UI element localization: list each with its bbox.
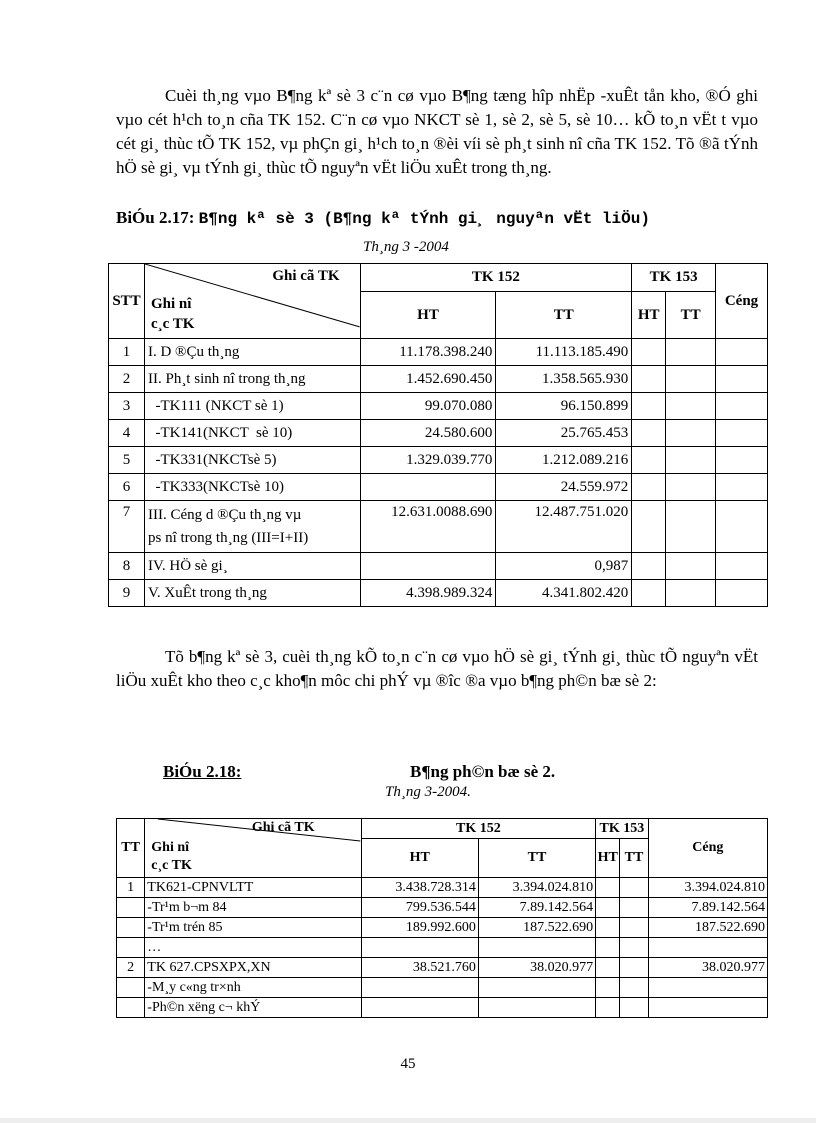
header-ghi-no-line2: c¸c TK [151, 858, 192, 873]
row-ht153 [596, 938, 620, 958]
row-ht152: 1.329.039.770 [360, 447, 496, 474]
row-stt: 2 [117, 958, 145, 978]
row-stt: 3 [109, 393, 145, 420]
header-tt153: TT [666, 292, 716, 339]
table2-subtitle: Th¸ng 3-2004. [385, 784, 471, 800]
row-ht152: 24.580.600 [360, 420, 496, 447]
row-cong [648, 938, 767, 958]
row-ht153 [596, 898, 620, 918]
table1-label: BiÓu 2.17: [116, 208, 195, 227]
row-ht152: 4.398.989.324 [360, 580, 496, 607]
row-tt153 [620, 998, 648, 1018]
row-stt [117, 998, 145, 1018]
header-ht153: HT [632, 292, 666, 339]
row-stt: 1 [117, 878, 145, 898]
row-tt153 [620, 898, 648, 918]
row-tt153 [666, 339, 716, 366]
row-tt152: 12.487.751.020 [496, 501, 632, 553]
page-bottom-strip [0, 1118, 816, 1123]
row-ht153 [632, 393, 666, 420]
row-ht153 [632, 474, 666, 501]
row-tt153 [620, 918, 648, 938]
row-tt153 [666, 366, 716, 393]
row-stt: 8 [109, 553, 145, 580]
row-cong: 7.89.142.564 [648, 898, 767, 918]
table-row [109, 553, 768, 580]
row-ht152 [361, 978, 478, 998]
row-tt152: 96.150.899 [496, 393, 632, 420]
table-bang-ke-3 [108, 263, 768, 607]
row-tt153 [620, 958, 648, 978]
header-cong: Céng [648, 819, 767, 878]
row-cong [716, 447, 768, 474]
row-ht152: 799.536.544 [361, 898, 478, 918]
row-ht152 [361, 998, 478, 1018]
row-name: … [145, 938, 361, 958]
row-tt153 [666, 501, 716, 553]
row-name: II. Ph¸t sinh nî trong th¸ng [144, 366, 360, 393]
table1-subtitle: Th¸ng 3 -2004 [363, 239, 449, 255]
row-tt153 [666, 580, 716, 607]
row-ht152: 12.631.0088.690 [360, 501, 496, 553]
row-tt152: 1.212.089.216 [496, 447, 632, 474]
header-tk153: TK 153 [596, 819, 649, 839]
table-row [117, 918, 768, 938]
header-tt152: TT [478, 839, 595, 878]
header-ghi-no-line1: Ghi nî [150, 296, 192, 312]
row-ht152 [361, 938, 478, 958]
row-tt152: 25.765.453 [496, 420, 632, 447]
row-ht152: 189.992.600 [361, 918, 478, 938]
row-ht153 [596, 958, 620, 978]
header-diagonal-cell [145, 819, 361, 878]
table1-caption [116, 208, 650, 228]
header-stt: STT [109, 264, 145, 339]
row-ht153 [596, 978, 620, 998]
row-cong [716, 366, 768, 393]
header-stt: TT [117, 819, 145, 878]
table-row [109, 447, 768, 474]
table-row [109, 366, 768, 393]
row-name: -Tr¹m b¬m 84 [145, 898, 361, 918]
row-stt: 5 [109, 447, 145, 474]
row-name [144, 501, 360, 553]
table-row [109, 474, 768, 501]
row-cong [716, 339, 768, 366]
row-tt152: 3.394.024.810 [478, 878, 595, 898]
row-name: -Ph©n xëng c¬ khÝ [145, 998, 361, 1018]
row-stt [117, 938, 145, 958]
table2-label: BiÓu 2.18: [163, 762, 242, 781]
row-name: -Tr¹m trén 85 [145, 918, 361, 938]
table-row [117, 978, 768, 998]
row-tt153 [620, 878, 648, 898]
paragraph-after-table1: Tõ b¶ng kª sè 3, cuèi th¸ng kÕ to¸n c¨n cø vµo hÖ sè gi¸ tÝnh gi¸ thùc tÕ nguyªn vËt liÖu xuÊt kho theo c¸c kho¶n môc chi phÝ vµ ®îc ®a vµo b¶ng ph©n bæ sè 2: [116, 647, 758, 690]
row-ht152: 99.070.080 [360, 393, 496, 420]
table-row [117, 878, 768, 898]
table-row [117, 898, 768, 918]
row-cong [716, 501, 768, 553]
header-ghi-co: Ghi cã TK [251, 820, 315, 835]
row-cong: 187.522.690 [648, 918, 767, 938]
row-tt153 [666, 420, 716, 447]
row-ht152: 1.452.690.450 [360, 366, 496, 393]
row-cong [716, 420, 768, 447]
row-name: -TK141(NKCT sè 10) [144, 420, 360, 447]
row-ht152 [360, 553, 496, 580]
header-ghi-no [151, 839, 192, 875]
header-ghi-co: Ghi cã TK [272, 268, 340, 284]
row-cong [716, 580, 768, 607]
table-row [109, 393, 768, 420]
row-tt152: 7.89.142.564 [478, 898, 595, 918]
row-name-line1: III. Céng d ®Çu th¸ng vµ [147, 506, 302, 523]
row-name: -TK331(NKCTsè 5) [144, 447, 360, 474]
row-name: -M¸y c«ng tr×nh [145, 978, 361, 998]
row-ht153 [632, 580, 666, 607]
row-ht152 [360, 474, 496, 501]
row-ht153 [596, 998, 620, 1018]
row-tt152 [478, 938, 595, 958]
table-row [109, 339, 768, 366]
row-tt153 [620, 938, 648, 958]
row-name-line2: ps nî trong th¸ng (III=I+II) [147, 529, 309, 546]
table-row [117, 938, 768, 958]
table-row [117, 998, 768, 1018]
header-tk152: TK 152 [360, 264, 632, 292]
row-ht153 [596, 918, 620, 938]
row-name: -TK333(NKCTsè 10) [144, 474, 360, 501]
header-ht152: HT [360, 292, 496, 339]
row-stt: 4 [109, 420, 145, 447]
row-tt152: 4.341.802.420 [496, 580, 632, 607]
header-ht152: HT [361, 839, 478, 878]
row-ht153 [632, 501, 666, 553]
row-name: -TK111 (NKCT sè 1) [144, 393, 360, 420]
row-cong [648, 998, 767, 1018]
row-ht153 [632, 366, 666, 393]
row-ht152: 11.178.398.240 [360, 339, 496, 366]
row-ht152: 38.521.760 [361, 958, 478, 978]
paragraph-intro: Cuèi th¸ng vµo B¶ng kª sè 3 c¨n cø vµo B¶ng tæng hîp nhËp -xuÊt tån kho, ®Ó ghi vµo cét h¹ch to¸n cña TK 152. C¨n cø vµo NKCT sè 1, sè 2, sè 5, sè 10… kÕ to¸n vËt t vµo cét gi¸ thùc tÕ TK 152, vµ phÇn gi¸ h¹ch to¸n ®èi víi sè ph¸t sinh nî cña TK 152. Tõ ®ã tÝnh hÖ sè gi¸ vµ tÝnh gi¸ thùc tÕ nguyªn vËt liÖu xuÊt trong th¸ng. [116, 86, 758, 177]
row-stt: 9 [109, 580, 145, 607]
row-stt: 1 [109, 339, 145, 366]
row-cong [716, 393, 768, 420]
header-tk153: TK 153 [632, 264, 716, 292]
header-cong: Céng [716, 264, 768, 339]
row-cong: 38.020.977 [648, 958, 767, 978]
header-ht153: HT [596, 839, 620, 878]
row-tt152: 1.358.565.930 [496, 366, 632, 393]
row-tt152: 38.020.977 [478, 958, 595, 978]
row-stt: 6 [109, 474, 145, 501]
row-ht153 [632, 553, 666, 580]
row-stt [117, 978, 145, 998]
header-diagonal-cell [144, 264, 360, 339]
row-tt152: 11.113.185.490 [496, 339, 632, 366]
table-row [109, 580, 768, 607]
row-tt152: 0,987 [496, 553, 632, 580]
row-name: TK621-CPNVLTT [145, 878, 361, 898]
row-name: I. D ®Çu th¸ng [144, 339, 360, 366]
row-tt153 [666, 474, 716, 501]
row-stt [117, 898, 145, 918]
header-tt153: TT [620, 839, 648, 878]
row-name: V. XuÊt trong th¸ng [144, 580, 360, 607]
header-tt152: TT [496, 292, 632, 339]
row-stt [117, 918, 145, 938]
row-tt153 [666, 553, 716, 580]
row-tt153 [620, 978, 648, 998]
page-number: 45 [400, 1056, 416, 1072]
table2-title: B¶ng ph©n bæ sè 2. [410, 762, 556, 781]
table-row [109, 420, 768, 447]
table1-title: B¶ng kª sè 3 (B¶ng kª tÝnh gi¸ nguyªn vËt liÖu) [198, 210, 650, 228]
row-stt: 7 [109, 501, 145, 553]
row-cong [716, 553, 768, 580]
header-ghi-no-line1: Ghi nî [151, 840, 190, 855]
header-ghi-no [151, 294, 194, 334]
row-tt153 [666, 393, 716, 420]
row-ht153 [632, 447, 666, 474]
row-ht153 [632, 420, 666, 447]
row-ht152: 3.438.728.314 [361, 878, 478, 898]
row-name: IV. HÖ sè gi¸ [144, 553, 360, 580]
row-cong [648, 978, 767, 998]
row-cong: 3.394.024.810 [648, 878, 767, 898]
row-ht153 [632, 339, 666, 366]
row-stt: 2 [109, 366, 145, 393]
row-cong [716, 474, 768, 501]
table-row [109, 501, 768, 553]
row-ht153 [596, 878, 620, 898]
table-phan-bo-2 [116, 818, 768, 1018]
header-ghi-no-line2: c¸c TK [150, 316, 195, 332]
table-row [117, 958, 768, 978]
row-tt153 [666, 447, 716, 474]
header-tk152: TK 152 [361, 819, 596, 839]
row-name: TK 627.CPSXPX,XN [145, 958, 361, 978]
row-tt152: 24.559.972 [496, 474, 632, 501]
row-tt152: 187.522.690 [478, 918, 595, 938]
row-tt152 [478, 998, 595, 1018]
row-tt152 [478, 978, 595, 998]
